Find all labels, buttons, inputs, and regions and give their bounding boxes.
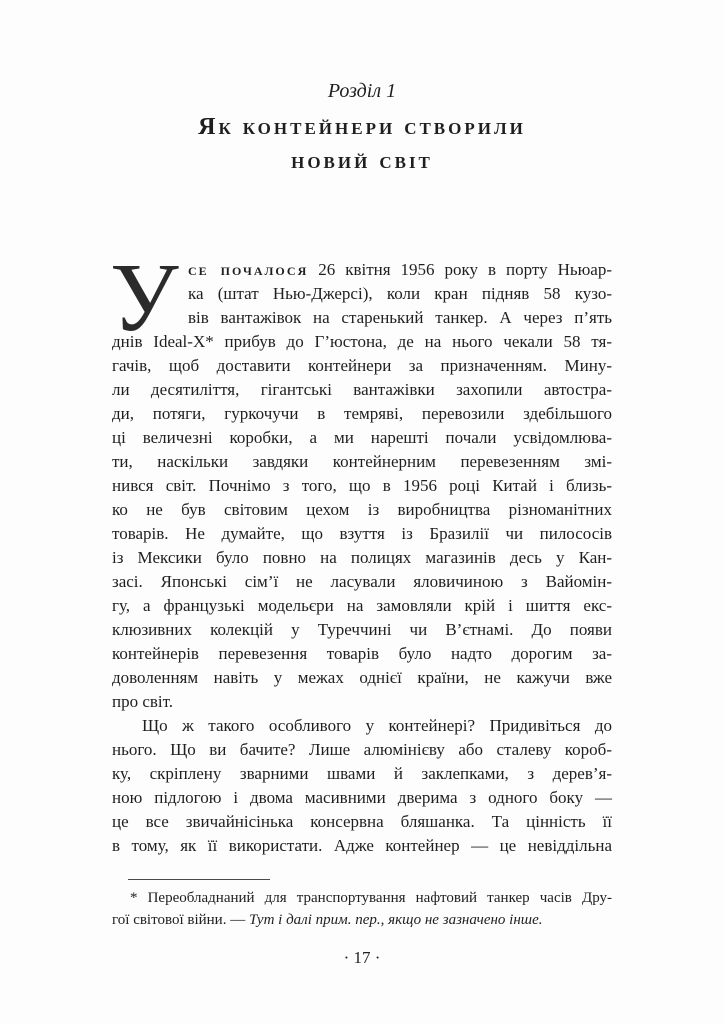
- footnote-line-2: [112, 909, 612, 931]
- text-line: ти, наскільки завдяки контейнерним перевезенням змі-: [112, 452, 612, 471]
- chapter-title: [112, 110, 612, 178]
- text-line: гу, а французькі модельєри на замовляли крій і шиття екс-: [112, 596, 612, 615]
- text-line: ці величезні коробки, а ми нарешті почали усвідомлюва-: [112, 428, 612, 447]
- paragraph-1: [110, 244, 613, 714]
- text-line: нився світ. Почнімо з того, що в 1956 році Китай і близь-: [112, 476, 612, 495]
- chapter-title-line-2: новий світ: [291, 148, 433, 174]
- text-line: це все звичайнісінька консервна бляшанка. Та цінність її: [112, 812, 612, 831]
- text-line: контейнерів перевезення товарів було надто дорогим за-: [112, 644, 612, 663]
- text-line: Що ж такого особливого у контейнері? Придивіться до: [142, 716, 612, 735]
- footnote-text-italic: Тут і далі прим. пер., якщо не зазначено інше.: [248, 912, 543, 928]
- text-line: про світ.: [112, 692, 174, 711]
- footnote-separator: [128, 879, 270, 880]
- text-line: ди, потяги, гуркочучи в темряві, перевозили здебільшого: [112, 404, 612, 423]
- text-line: клюзивних колекцій у Туреччині чи В’єтнамі. До появи: [112, 620, 612, 639]
- text-line: засі. Японські сім’ї не ласували яловичиною з Вайомін-: [112, 572, 612, 591]
- paragraph-1-lines: [112, 282, 612, 714]
- text-line: днів Ideal-X* прибув до Г’юстона, де на нього чекали 58 тя-: [112, 332, 612, 351]
- text-line: ли десятиліття, гігантські вантажівки захопили автостра-: [112, 380, 612, 399]
- body-text: [110, 244, 613, 858]
- lead-small-caps: се почалося: [188, 260, 309, 279]
- text-line: ку, скріплену зварними швами й заклепками, з дерев’я-: [112, 764, 612, 783]
- chapter-label: Розділ 1: [327, 80, 397, 102]
- footnote: [112, 887, 612, 931]
- text-line: вів вантажівок на старенький танкер. А через п’ять: [188, 308, 612, 327]
- text-run: 26 квітня 1956 року в порту Ньюар-: [308, 260, 613, 279]
- text-line: доволенням навіть у межах однієї країни, не кажучи вже: [112, 668, 612, 687]
- text-line: ко не був світовим цехом із виробництва різноманітних: [112, 500, 612, 519]
- dropcap: У: [110, 244, 179, 351]
- text-line: товарів. Не думайте, що взуття із Бразилії чи пилососів: [112, 524, 612, 543]
- chapter-title-line-1: Як контейнери створили: [198, 114, 526, 140]
- text-line: ною підлогою і двома масивними дверима з одного боку —: [112, 788, 612, 807]
- text-line: в тому, як її використати. Адже контейнер — це невіддільна: [112, 836, 612, 855]
- footnote-line-1: * Переобладнаний для транспортування нафтовий танкер часів Дру-: [130, 890, 612, 906]
- text-line: ка (штат Нью-Джерсі), коли кран підняв 58 кузо-: [188, 284, 612, 303]
- text-line: [188, 258, 612, 282]
- footnote-text-regular: гої світової війни. —: [112, 912, 249, 928]
- text-line: нього. Що ви бачите? Лише алюмінієву або сталеву короб-: [112, 740, 612, 759]
- text-line: гачів, щоб доставити контейнери за призначенням. Мину-: [112, 356, 612, 375]
- text-line: із Мексики було повно на полицях магазинів десь у Кан-: [112, 548, 612, 567]
- page-number: · 17 ·: [343, 948, 381, 967]
- paragraph-2: [112, 714, 612, 858]
